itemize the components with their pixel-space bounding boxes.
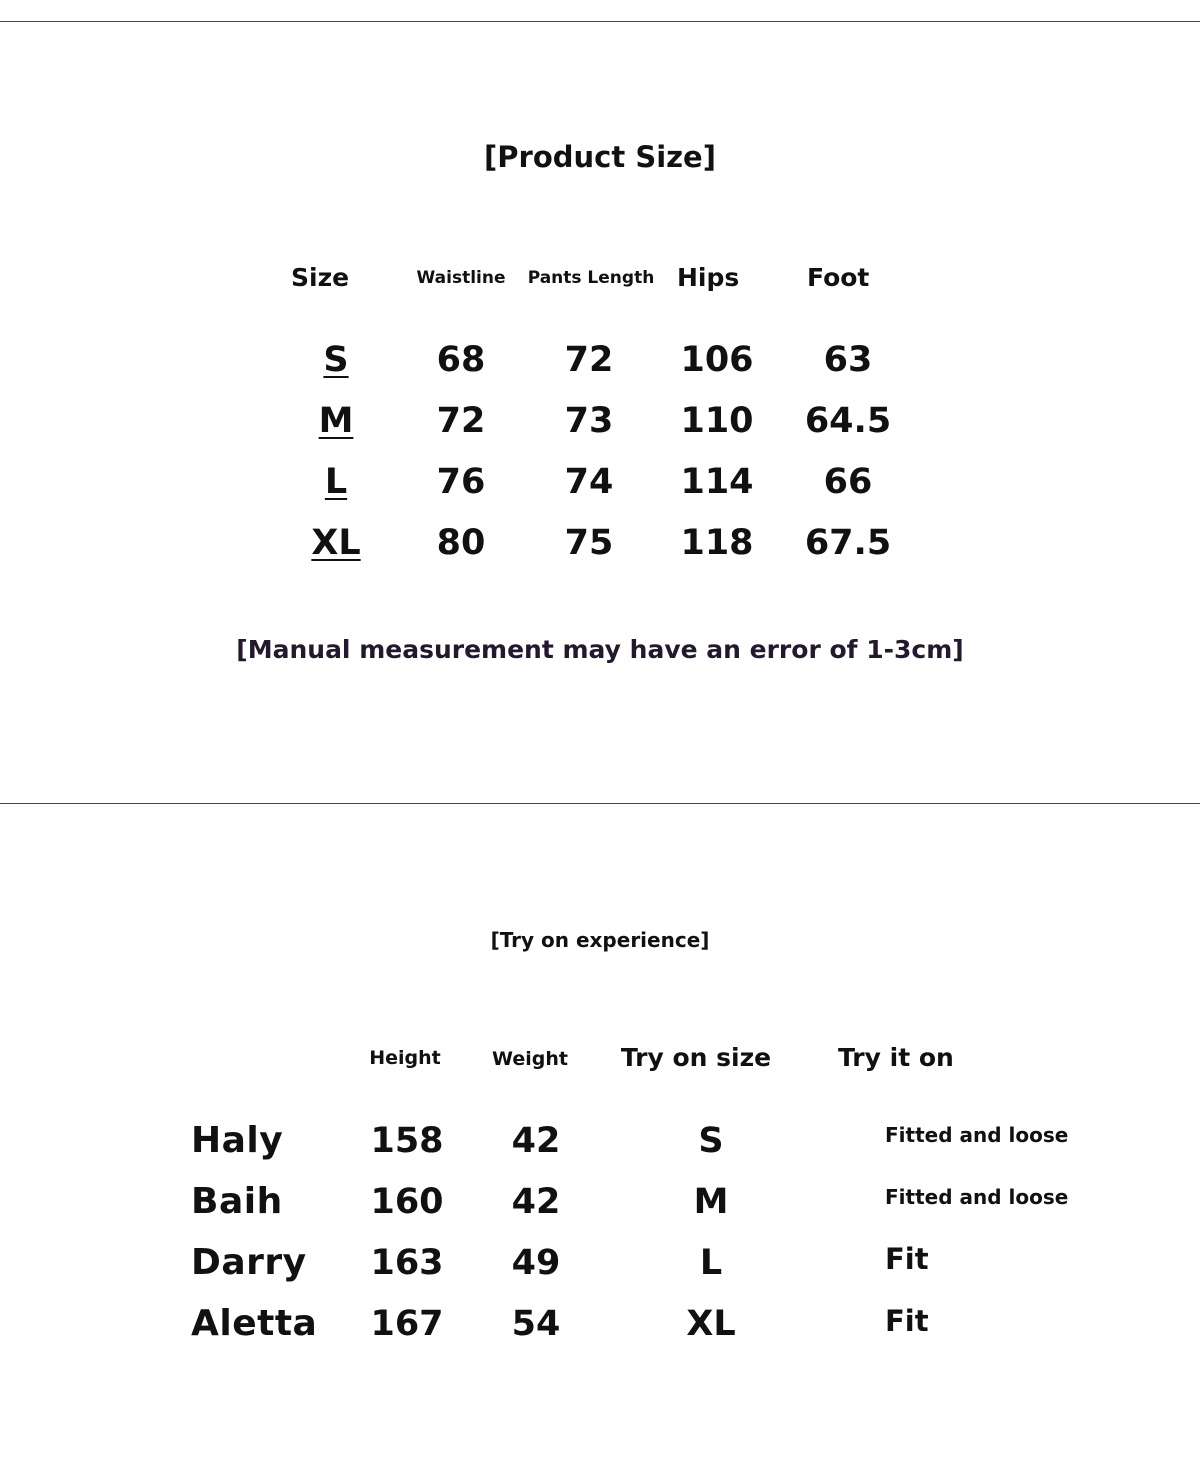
hips-value: 106 [680, 340, 754, 380]
pants-length-value: 73 [564, 401, 614, 441]
person-name: Haly [191, 1120, 284, 1161]
size-label: L [324, 462, 348, 502]
weight-value: 42 [511, 1121, 561, 1161]
try-on-size-value: M [693, 1182, 729, 1222]
weight-value: 42 [511, 1182, 561, 1222]
size-label: M [318, 401, 354, 441]
header-try-it-on: Try it on [838, 1043, 954, 1072]
waistline-value: 80 [436, 523, 486, 563]
waistline-value: 76 [436, 462, 486, 502]
section-divider [0, 803, 1200, 804]
try-on-size-value: XL [686, 1304, 736, 1344]
header-height: Height [369, 1047, 441, 1069]
header-weight: Weight [492, 1048, 568, 1070]
measurement-note: [Manual measurement may have an error of 1-3cm] [236, 635, 964, 664]
try-on-size-value: S [698, 1121, 724, 1161]
header-waistline: Waistline [416, 268, 506, 288]
foot-value: 64.5 [804, 401, 892, 441]
waistline-value: 68 [436, 340, 486, 380]
weight-value: 49 [511, 1243, 561, 1283]
header-foot: Foot [807, 263, 870, 292]
product-size-title: [Product Size] [484, 140, 716, 174]
fit-value: Fit [885, 1304, 929, 1338]
pants-length-value: 74 [564, 462, 614, 502]
height-value: 163 [370, 1243, 444, 1283]
foot-value: 63 [823, 340, 873, 380]
pants-length-value: 72 [564, 340, 614, 380]
try-on-title: [Try on experience] [490, 928, 710, 952]
pants-length-value: 75 [564, 523, 614, 563]
foot-value: 67.5 [804, 523, 892, 563]
waistline-value: 72 [436, 401, 486, 441]
header-size: Size [291, 263, 350, 292]
header-try-on-size: Try on size [620, 1043, 772, 1072]
size-label: XL [311, 523, 361, 563]
weight-value: 54 [511, 1304, 561, 1344]
height-value: 167 [370, 1304, 444, 1344]
header-hips: Hips [677, 263, 740, 292]
try-on-size-value: L [699, 1243, 723, 1283]
height-value: 158 [370, 1121, 444, 1161]
hips-value: 114 [680, 462, 754, 502]
header-pants-length: Pants Length [527, 268, 655, 288]
hips-value: 110 [680, 401, 754, 441]
top-divider [0, 21, 1200, 22]
foot-value: 66 [823, 462, 873, 502]
fit-value: Fitted and loose [885, 1185, 1069, 1209]
person-name: Darry [191, 1242, 307, 1283]
hips-value: 118 [680, 523, 754, 563]
person-name: Baih [191, 1181, 283, 1222]
person-name: Aletta [191, 1303, 318, 1344]
size-label: S [323, 340, 349, 380]
fit-value: Fitted and loose [885, 1123, 1069, 1147]
fit-value: Fit [885, 1242, 929, 1276]
height-value: 160 [370, 1182, 444, 1222]
